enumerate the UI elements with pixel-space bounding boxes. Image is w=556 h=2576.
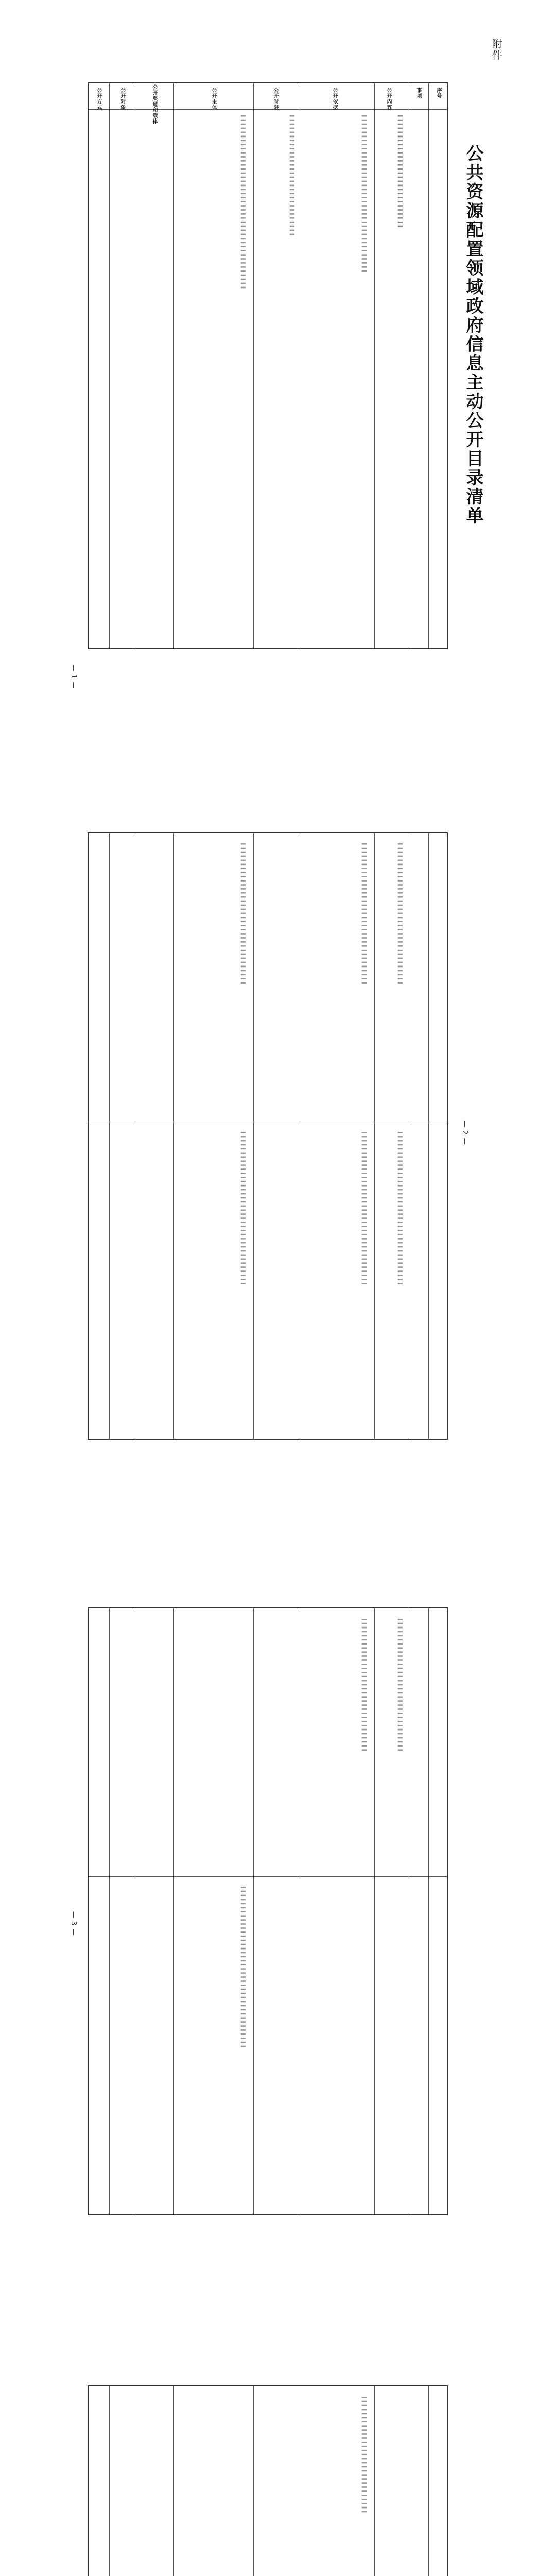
cell-text: ▍▍▍▍▍▍▍▍▍▍▍▍▍▍▍▍▍▍▍▍▍▍▍▍▍▍▍▍▍▍▍▍▍▍▍▍▍▍ [361,1132,367,1287]
cell-text: ▍▍▍▍▍▍▍▍▍▍▍▍▍▍▍▍▍▍▍▍▍▍▍▍▍▍▍▍▍▍▍▍▍▍▍▍▍▍▍ [361,115,367,275]
header-cell: 公开时限 [272,88,278,110]
document-page-4 [49,2354,507,2576]
cell-text: ▍▍▍▍▍▍▍▍▍▍▍▍▍▍▍▍▍▍▍▍▍▍▍▍▍▍▍▍▍▍▍▍▍▍▍ [397,843,403,987]
header-cell: 公开依据 [332,88,337,110]
page-number: — 2 — [461,1121,468,1145]
page-number: — 1 — [70,665,77,689]
cell-text: ▍▍▍▍▍▍▍▍▍▍▍▍▍▍▍▍▍▍▍▍▍▍▍▍▍▍▍▍▍▍▍▍▍▍▍▍▍▍ [240,1132,246,1287]
document-page-3 [49,1577,507,2267]
table-frame [88,832,448,1440]
attachment-label: 附件 [490,39,502,61]
header-cell: 序号 [436,88,441,99]
document-page-1 [49,21,507,711]
cell-text: ▍▍▍▍▍▍▍▍▍▍▍▍▍▍▍▍▍▍▍▍▍▍▍▍▍▍▍▍▍▍▍▍▍ [361,1619,367,1754]
header-cell: 公开内容 [386,88,391,110]
cell-text: ▍▍▍▍▍▍▍▍▍▍▍▍▍▍▍▍▍▍▍▍▍▍▍▍▍▍▍▍ [397,115,403,230]
table-frame [88,2385,448,2576]
page-number: — 3 — [70,1911,77,1936]
document-title: 公共资源配置领域政府信息主动公开目录清单 [463,144,483,526]
header-cell: 公开对象 [119,88,125,110]
cell-text: ▍▍▍▍▍▍▍▍▍▍▍▍▍▍▍▍▍▍▍▍▍▍▍▍▍▍▍▍▍ [361,2397,367,2515]
cell-text: ▍▍▍▍▍▍▍▍▍▍▍▍▍▍▍▍▍▍▍▍▍▍▍▍▍▍▍▍▍▍▍▍▍▍▍▍▍▍ [397,1132,403,1287]
header-cell: 公开方式 [96,88,101,110]
cell-text: ▍▍▍▍▍▍▍▍▍▍▍▍▍▍▍▍▍▍▍▍▍▍▍▍▍▍▍▍▍▍▍▍▍▍▍ [361,843,367,987]
cell-text: ▍▍▍▍▍▍▍▍▍▍▍▍▍▍▍▍▍▍▍▍▍▍▍▍▍▍▍▍▍▍▍▍▍▍▍▍▍▍▍▍ [240,1887,246,2050]
cell-text: ▍▍▍▍▍▍▍▍▍▍▍▍▍▍▍▍▍▍▍▍▍▍▍▍▍▍▍▍▍▍ [289,115,294,238]
header-cell: 公开渠道和载体 [151,84,157,124]
table-frame [88,1607,448,2215]
document-page-2 [49,801,507,1492]
table-frame [88,82,448,649]
cell-text: ▍▍▍▍▍▍▍▍▍▍▍▍▍▍▍▍▍▍▍▍▍▍▍▍▍▍▍▍▍▍▍▍▍▍▍▍▍▍▍▍▍▍▍ [240,115,246,291]
header-cell: 事项 [415,88,421,99]
cell-text: ▍▍▍▍▍▍▍▍▍▍▍▍▍▍▍▍▍▍▍▍▍▍▍▍▍▍▍▍▍▍▍▍▍ [397,1619,403,1754]
cell-text: ▍▍▍▍▍▍▍▍▍▍▍▍▍▍▍▍▍▍▍▍▍▍▍▍▍▍▍▍▍▍▍▍▍▍▍ [240,843,246,987]
header-cell: 公开主体 [211,88,216,110]
